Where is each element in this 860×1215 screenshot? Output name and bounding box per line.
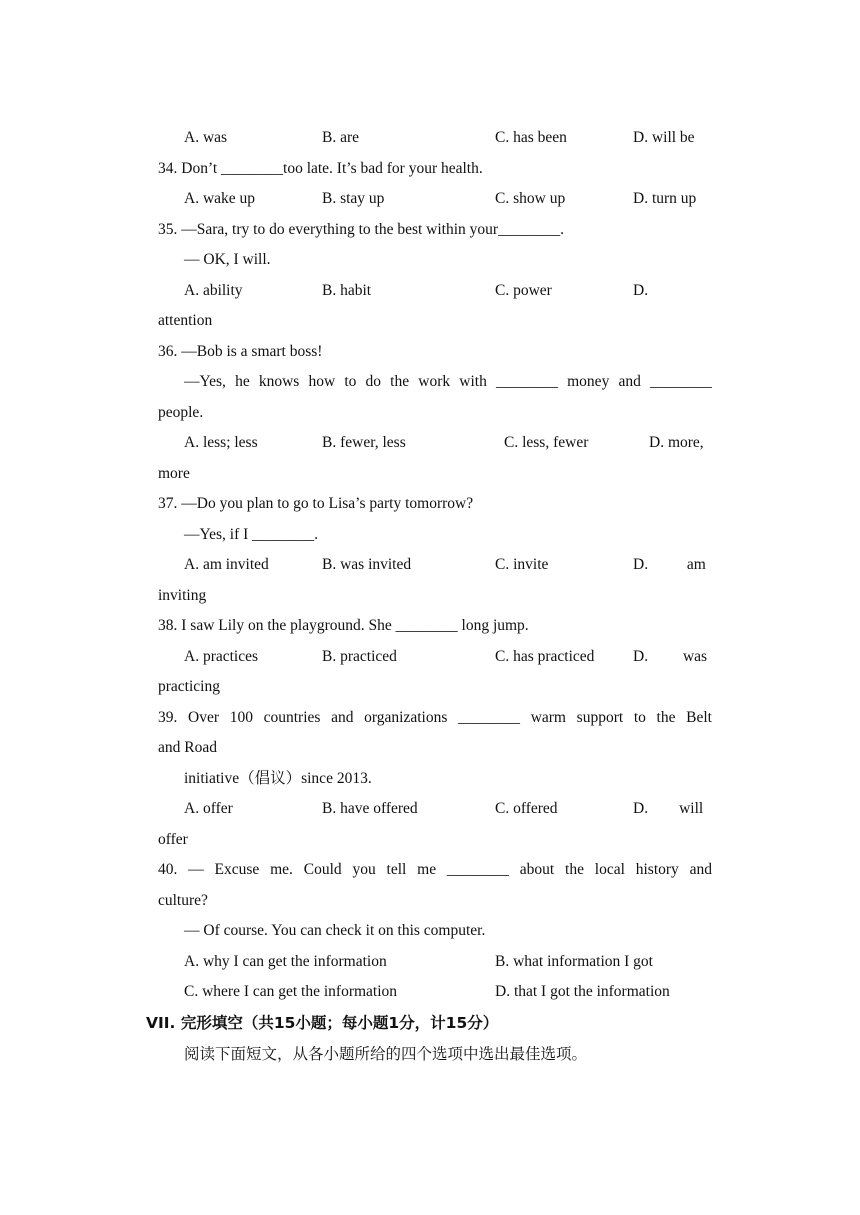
- option-a: A. why I can get the information: [184, 953, 387, 970]
- dialogue-reply-wrap: people.: [158, 404, 204, 421]
- question-stem: 40. — Excuse me. Could you tell me ________ about the local history and: [158, 861, 712, 878]
- question-stem-wrap: culture?: [158, 892, 208, 909]
- question-stem: 37. —Do you plan to go to Lisa’s party tomorrow?: [158, 495, 474, 512]
- dialogue-reply: —Yes, if I ________.: [184, 526, 319, 543]
- option-b: B. are: [322, 129, 360, 146]
- option-c: C. has practiced: [495, 648, 595, 665]
- question-stem-wrap: and Road: [158, 739, 217, 756]
- option-c: C. less, fewer: [504, 434, 589, 451]
- option-d: D. was: [633, 648, 708, 665]
- question-stem: 39. Over 100 countries and organizations ________ warm support to the Belt: [158, 709, 712, 726]
- option-c: C. where I can get the information: [184, 983, 398, 1000]
- option-a: A. ability: [184, 282, 243, 299]
- option-a: A. am invited: [184, 556, 269, 573]
- question-stem-line-3: initiative（倡议）since 2013.: [184, 770, 372, 787]
- dialogue-reply: —Yes, he knows how to do the work with ________ money and ________: [184, 373, 712, 390]
- option-d: D. will be: [633, 129, 695, 146]
- option-b: B. fewer, less: [322, 434, 406, 451]
- option-d: D. that I got the information: [495, 983, 670, 1000]
- section-heading: VII. 完形填空（共15小题；每小题1分，计15分）: [146, 1014, 499, 1032]
- option-b: B. have offered: [322, 800, 418, 817]
- option-b: B. practiced: [322, 648, 397, 665]
- option-a: A. was: [184, 129, 228, 146]
- option-b: B. habit: [322, 282, 372, 299]
- section-instruction: 阅读下面短文，从各小题所给的四个选项中选出最佳选项。: [184, 1045, 588, 1063]
- option-c: C. power: [495, 282, 552, 299]
- dialogue-reply: — Of course. You can check it on this computer.: [184, 922, 486, 939]
- option-d-wrap: offer: [158, 831, 188, 848]
- option-a: A. less; less: [184, 434, 258, 451]
- option-c: C. offered: [495, 800, 558, 817]
- question-stem: 36. —Bob is a smart boss!: [158, 343, 323, 360]
- option-c: C. has been: [495, 129, 567, 146]
- option-d: D. am: [633, 556, 706, 573]
- option-b: B. stay up: [322, 190, 385, 207]
- question-stem: 34. Don’t ________too late. It’s bad for your health.: [158, 160, 483, 177]
- option-d: D. will: [633, 800, 704, 817]
- dialogue-reply: — OK, I will.: [184, 251, 271, 268]
- option-a: A. offer: [184, 800, 233, 817]
- option-d-wrap: more: [158, 465, 190, 482]
- option-d-wrap: practicing: [158, 678, 220, 695]
- option-b: B. was invited: [322, 556, 412, 573]
- option-d: D. turn up: [633, 190, 697, 207]
- option-a: A. practices: [184, 648, 259, 665]
- option-d: D. more,: [649, 434, 704, 451]
- option-a: A. wake up: [184, 190, 256, 207]
- option-d: D.: [633, 282, 649, 299]
- question-stem: 35. —Sara, try to do everything to the best within your________.: [158, 221, 564, 238]
- option-c: C. invite: [495, 556, 549, 573]
- option-d-wrap: attention: [158, 312, 213, 329]
- option-d-wrap: inviting: [158, 587, 207, 604]
- option-b: B. what information I got: [495, 953, 653, 970]
- option-c: C. show up: [495, 190, 566, 207]
- question-stem: 38. I saw Lily on the playground. She ________ long jump.: [158, 617, 529, 634]
